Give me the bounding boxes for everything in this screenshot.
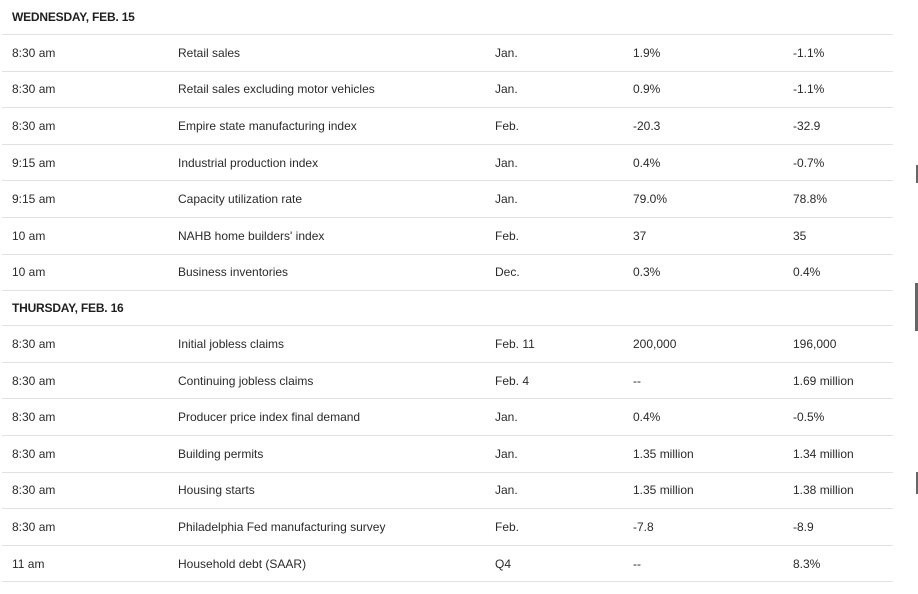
actual-cell: 0.4% bbox=[633, 155, 661, 170]
period-cell: Jan. bbox=[495, 45, 518, 60]
forecast-cell: 8.3% bbox=[793, 556, 821, 571]
time-cell: 8:30 am bbox=[12, 118, 56, 133]
period-cell: Q4 bbox=[495, 556, 512, 571]
period-cell: Jan. bbox=[495, 446, 518, 461]
time-cell: 8:30 am bbox=[12, 483, 56, 498]
period-cell: Jan. bbox=[495, 410, 518, 425]
report-cell: Retail sales bbox=[178, 45, 241, 60]
table-row bbox=[2, 363, 893, 400]
time-cell: 11 am bbox=[12, 556, 45, 571]
table-row bbox=[2, 546, 893, 583]
table-row bbox=[2, 108, 893, 145]
time-cell: 8:30 am bbox=[12, 336, 56, 351]
table-row bbox=[2, 255, 893, 292]
actual-cell: 0.9% bbox=[633, 82, 661, 97]
actual-cell: -- bbox=[633, 556, 641, 571]
table-row bbox=[2, 509, 893, 546]
table-row bbox=[2, 436, 893, 473]
period-cell: Jan. bbox=[495, 192, 518, 207]
period-cell: Dec. bbox=[495, 265, 520, 280]
actual-cell: -20.3 bbox=[633, 118, 661, 133]
forecast-cell: 196,000 bbox=[793, 336, 837, 351]
period-cell: Jan. bbox=[495, 82, 518, 97]
actual-cell: 1.9% bbox=[633, 45, 661, 60]
time-cell: 8:30 am bbox=[12, 519, 56, 534]
report-cell: Capacity utilization rate bbox=[178, 192, 303, 207]
report-cell: Philadelphia Fed manufacturing survey bbox=[178, 519, 386, 534]
time-cell: 8:30 am bbox=[12, 45, 56, 60]
actual-cell: 79.0% bbox=[633, 192, 668, 207]
table-row bbox=[2, 72, 893, 109]
time-cell: 9:15 am bbox=[12, 155, 56, 170]
forecast-cell: 35 bbox=[793, 228, 807, 243]
report-cell: Household debt (SAAR) bbox=[178, 556, 307, 571]
time-cell: 8:30 am bbox=[12, 373, 56, 388]
table-row bbox=[2, 473, 893, 510]
forecast-cell: 78.8% bbox=[793, 192, 828, 207]
period-cell: Feb. bbox=[495, 519, 520, 534]
forecast-cell: -8.9 bbox=[793, 519, 814, 534]
right-edge-fragments bbox=[914, 0, 918, 594]
actual-cell: 0.3% bbox=[633, 265, 661, 280]
actual-cell: 1.35 million bbox=[633, 446, 694, 461]
table-row bbox=[2, 326, 893, 363]
forecast-cell: -1.1% bbox=[793, 82, 825, 97]
report-cell: Business inventories bbox=[178, 265, 289, 280]
period-cell: Feb. bbox=[495, 118, 520, 133]
actual-cell: 0.4% bbox=[633, 410, 661, 425]
actual-cell: -- bbox=[633, 373, 641, 388]
report-cell: Industrial production index bbox=[178, 155, 319, 170]
time-cell: 10 am bbox=[12, 228, 46, 243]
table-row bbox=[2, 181, 893, 218]
period-cell: Feb. 11 bbox=[495, 336, 535, 351]
time-cell: 8:30 am bbox=[12, 446, 56, 461]
report-cell: Initial jobless claims bbox=[178, 336, 285, 351]
report-cell: Producer price index final demand bbox=[178, 410, 361, 425]
time-cell: 10 am bbox=[12, 265, 46, 280]
period-cell: Feb. 4 bbox=[495, 373, 530, 388]
report-cell: Building permits bbox=[178, 446, 264, 461]
table-row bbox=[2, 35, 893, 72]
day-header-thursday: THURSDAY, FEB. 16 bbox=[2, 291, 893, 326]
table-row bbox=[2, 218, 893, 255]
period-cell: Jan. bbox=[495, 483, 518, 498]
forecast-cell: -0.5% bbox=[793, 410, 825, 425]
report-cell: Housing starts bbox=[178, 483, 255, 498]
report-cell: Continuing jobless claims bbox=[178, 373, 314, 388]
report-cell: Empire state manufacturing index bbox=[178, 118, 357, 133]
actual-cell: -7.8 bbox=[633, 519, 654, 534]
forecast-cell: 0.4% bbox=[793, 265, 821, 280]
period-cell: Feb. bbox=[495, 228, 520, 243]
period-cell: Jan. bbox=[495, 155, 518, 170]
forecast-cell: 1.34 million bbox=[793, 446, 854, 461]
time-cell: 8:30 am bbox=[12, 410, 56, 425]
forecast-cell: 1.69 million bbox=[793, 373, 854, 388]
table-row bbox=[2, 399, 893, 436]
forecast-cell: -32.9 bbox=[793, 118, 821, 133]
actual-cell: 200,000 bbox=[633, 336, 677, 351]
economic-calendar bbox=[2, 0, 893, 582]
table-row bbox=[2, 145, 893, 182]
day-header-wednesday: WEDNESDAY, FEB. 15 bbox=[2, 0, 893, 35]
actual-cell: 1.35 million bbox=[633, 483, 694, 498]
report-cell: Retail sales excluding motor vehicles bbox=[178, 82, 375, 97]
time-cell: 9:15 am bbox=[12, 192, 56, 207]
actual-cell: 37 bbox=[633, 228, 647, 243]
forecast-cell: 1.38 million bbox=[793, 483, 854, 498]
forecast-cell: -1.1% bbox=[793, 45, 825, 60]
time-cell: 8:30 am bbox=[12, 82, 56, 97]
report-cell: NAHB home builders' index bbox=[178, 228, 325, 243]
forecast-cell: -0.7% bbox=[793, 155, 825, 170]
